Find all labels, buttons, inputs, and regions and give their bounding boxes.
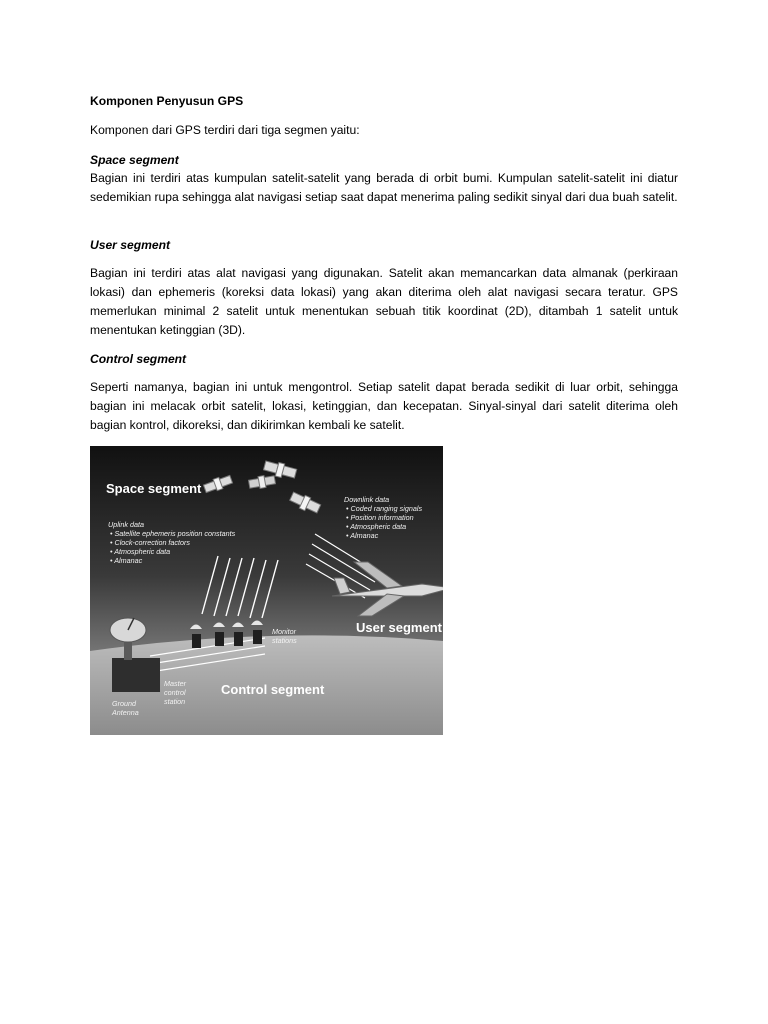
monitor-stations-label: stations xyxy=(272,636,297,645)
control-segment-heading: Control segment xyxy=(90,352,187,366)
downlink-item: • Position information xyxy=(346,513,414,522)
space-segment-label: Space segment xyxy=(106,481,202,496)
downlink-title: Downlink data xyxy=(344,495,390,504)
document-title: Komponen Penyusun GPS xyxy=(90,94,244,108)
master-control-label: Master xyxy=(164,679,186,688)
downlink-item: • Almanac xyxy=(346,531,379,540)
gps-segments-illustration xyxy=(90,446,443,735)
master-control-label: station xyxy=(164,697,186,706)
control-segment-paragraph: Seperti namanya, bagian ini untuk mengontrol. Setiap satelit dapat berada sedikit di luar orbit, sehingga bagian ini melacak orbit satelit, lokasi, ketinggian, dan kecepatan. Sinyal-sinyal dari satelit diterima oleh bagian kontrol, dikoreksi, dan dikirimkan kembali ke satelit. xyxy=(90,380,678,432)
space-segment-heading: Space segment xyxy=(90,153,179,167)
gps-segments-figure xyxy=(90,446,443,735)
monitor-stations-label: Monitor xyxy=(272,627,296,636)
ground-antenna-label: Antenna xyxy=(112,708,139,717)
uplink-item: • Satellite ephemeris position constants xyxy=(110,529,236,538)
ground-antenna-label: Ground xyxy=(112,699,136,708)
space-segment-paragraph: Bagian ini terdiri atas kumpulan satelit-satelit yang berada di orbit bumi. Kumpulan satelit-satelit ini diatur sedemikian rupa sehingga alat navigasi setiap saat dapat menerima paling sedikit sinyal dari dua buah satelit. xyxy=(90,171,678,204)
user-segment-paragraph: Bagian ini terdiri atas alat navigasi yang digunakan. Satelit akan memancarkan data almanak (perkiraan lokasi) dan ephemeris (koreksi data lokasi) yang akan diterima oleh alat navigasi secara teratur. GPS memerlukan minimal 2 satelit untuk menentukan sebuah titik koordinat (2D), ditambah 1 satelit untuk menentukan ketinggian (3D). xyxy=(90,266,678,337)
uplink-item: • Atmospheric data xyxy=(110,547,171,556)
uplink-item: • Clock-correction factors xyxy=(110,538,191,547)
intro-paragraph: Komponen dari GPS terdiri dari tiga segmen yaitu: xyxy=(90,123,360,137)
downlink-item: • Coded ranging signals xyxy=(346,504,423,513)
user-segment-heading: User segment xyxy=(90,238,170,252)
downlink-item: • Atmospheric data xyxy=(346,522,407,531)
uplink-item: • Almanac xyxy=(110,556,143,565)
user-segment-label: User segment xyxy=(356,620,442,635)
uplink-title: Uplink data xyxy=(108,520,144,529)
master-control-label: control xyxy=(164,688,186,697)
control-segment-label: Control segment xyxy=(221,682,325,697)
